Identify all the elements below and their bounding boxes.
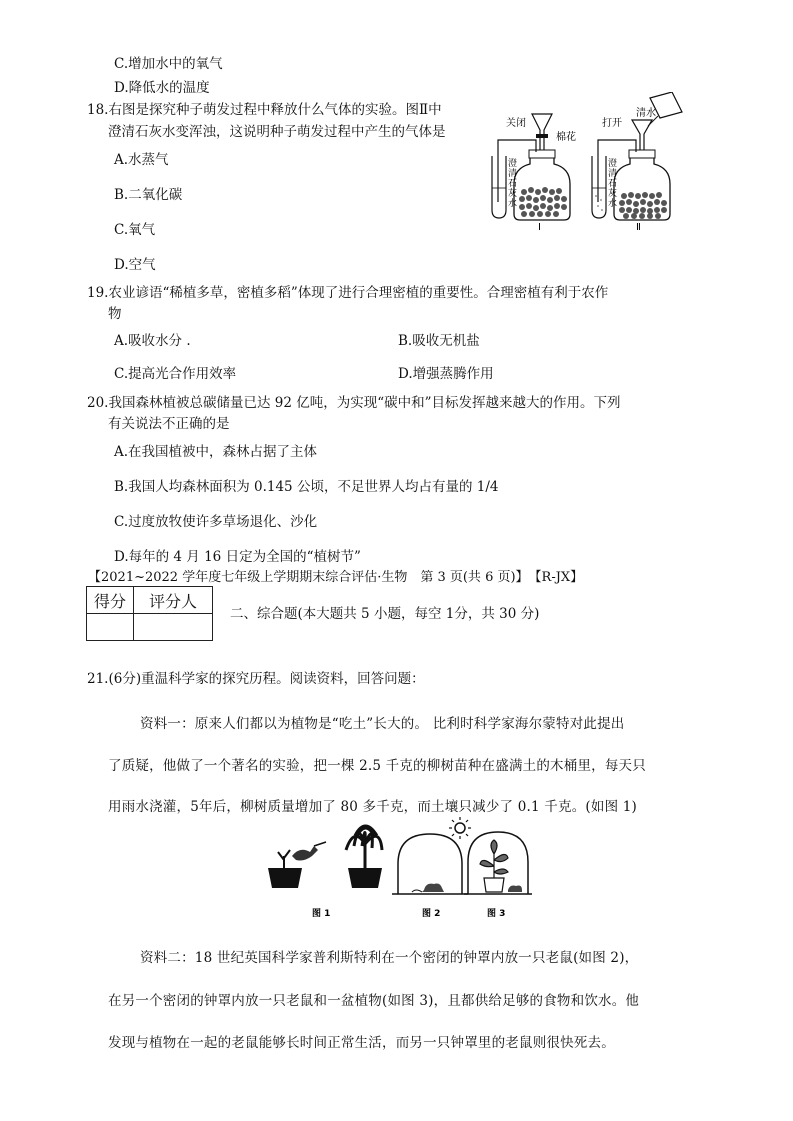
limewater-char-1: 澄: [508, 159, 518, 169]
score-cell: [87, 614, 134, 641]
q17-option-c: C.增加水中的氧气: [114, 56, 223, 72]
material-1-line1: 资料一：原来人们都以为植物是“吃土”长大的。 比利时科学家海尔蒙特对此提出: [140, 716, 625, 732]
q18-option-a: A.水蒸气: [114, 152, 169, 168]
score-header: 得分: [87, 587, 134, 614]
limewater-char-2: 清: [508, 169, 518, 179]
label-open: 打开: [602, 118, 622, 129]
q21-figures: [262, 816, 532, 926]
score-table: [86, 586, 213, 641]
limewater-char-5: 水: [508, 199, 518, 209]
q19-option-c: C.提高光合作用效率: [114, 366, 237, 382]
limewater2-char-2: 清: [608, 169, 618, 179]
label-figure-1: Ⅰ: [538, 222, 541, 232]
material-2-line2: 在另一个密闭的钟罩内放一只老鼠和一盆植物(如图 3)，且都供给足够的食物和饮水。他: [108, 993, 640, 1009]
seed-germination-figure: [486, 92, 686, 232]
label-figure-2: Ⅱ: [636, 222, 641, 232]
figure-2-bell-jar-mouse: [392, 834, 468, 919]
q18-stem-line2: 澄清石灰水变浑浊，这说明种子萌发过程中产生的气体是: [108, 124, 446, 140]
limewater-char-4: 灰: [508, 189, 518, 199]
limewater2-char-5: 水: [608, 199, 618, 209]
grader-cell: [134, 614, 213, 641]
material-2-line3: 发现与植物在一起的老鼠能够长时间正常生活，而另一只钟罩里的老鼠则很快死去。: [108, 1035, 615, 1051]
q19-option-b: B.吸收无机盐: [398, 333, 480, 349]
setup-1: [492, 114, 576, 232]
material-1-line2: 了质疑，他做了一个著名的实验，把一棵 2.5 千克的柳树苗种在盛满土的木桶里，每天只: [108, 758, 646, 774]
figure-2-label: 图 2: [422, 909, 441, 919]
setup-2: [592, 92, 682, 232]
q21-stem: 21.(6分)重温科学家的探究历程。阅读资料，回答问题：: [87, 671, 425, 687]
q19-option-a: A.吸收水分 .: [114, 333, 191, 349]
label-close: 关闭: [506, 118, 526, 129]
grader-header: 评分人: [134, 587, 213, 614]
q19-option-d: D.增强蒸腾作用: [398, 366, 494, 382]
figure-1-willow-sapling: [268, 842, 330, 919]
q19-stem-line2: 物: [108, 306, 122, 322]
q18-option-b: B.二氧化碳: [114, 187, 183, 203]
q20-option-c: C.过度放牧使许多草场退化、沙化: [114, 514, 318, 530]
figure-1-willow-tree: [346, 827, 382, 888]
q20-option-a: A.在我国植被中，森林占据了主体: [114, 444, 318, 460]
q20-stem-line1: 20.我国森林植被总碳储量已达 92 亿吨，为实现“碳中和”目标发挥越来越大的作用。下列: [87, 395, 621, 411]
material-2-line1: 资料二：18 世纪英国科学家普利斯特利在一个密闭的钟罩内放一只老鼠(如图 2)，: [140, 950, 639, 966]
q20-stem-line2: 有关说法不正确的是: [108, 416, 230, 432]
q18-option-d: D.空气: [114, 257, 156, 273]
material-1-line3: 用雨水浇灌，5年后，柳树质量增加了 80 多千克，而土壤只减少了 0.1 千克。(如图 1): [108, 799, 638, 815]
q20-option-b: B.我国人均森林面积为 0.145 公顷，不足世界人均占有量的 1/4: [114, 479, 499, 495]
q20-option-d: D.每年的 4 月 16 日定为全国的“植树节”: [114, 549, 361, 565]
figure-3-label: 图 3: [487, 909, 506, 919]
page-footer: 【2021~2022 学年度七年级上学期期末综合评估·生物 第 3 页(共 6 页)】 【R-JX】: [88, 570, 584, 585]
limewater2-char-1: 澄: [608, 159, 618, 169]
label-cotton: 棉花: [556, 132, 576, 143]
limewater2-char-3: 石: [608, 179, 618, 189]
figure-1-label: 图 1: [312, 909, 331, 919]
label-water: 清水: [636, 108, 656, 119]
q18-option-c: C.氧气: [114, 222, 156, 238]
limewater2-char-4: 灰: [608, 189, 618, 199]
section-2-heading: 二、综合题(本大题共 5 小题，每空 1分，共 30 分): [230, 606, 540, 622]
q18-stem-line1: 18.右图是探究种子萌发过程中释放什么气体的实验。图Ⅱ中: [87, 102, 442, 118]
limewater-char-3: 石: [508, 179, 518, 189]
q17-option-d: D.降低水的温度: [114, 80, 210, 96]
q19-stem-line1: 19.农业谚语“稀植多草，密植多稻”体现了进行合理密植的重要性。合理密植有利于农作: [87, 285, 609, 301]
figure-3-bell-jar-mouse-plant: [464, 832, 532, 919]
sun-icon: [449, 817, 471, 839]
